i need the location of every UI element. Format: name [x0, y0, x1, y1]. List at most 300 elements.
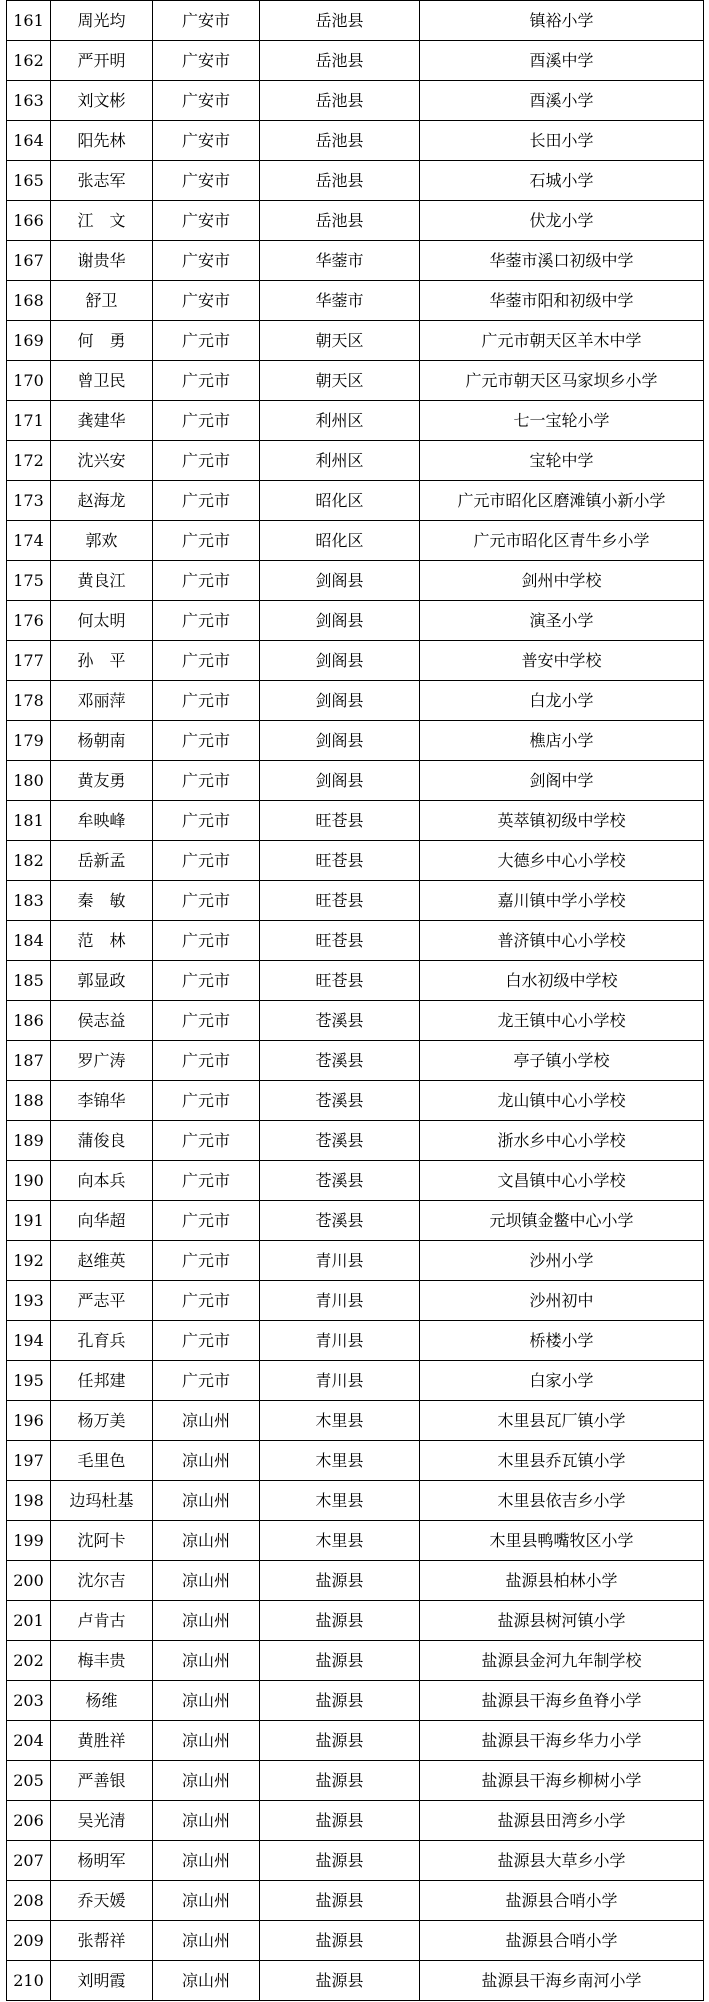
- county-cell: 苍溪县: [260, 1041, 420, 1081]
- row-number-cell: 208: [7, 1881, 51, 1921]
- school-name-cell: 石城小学: [420, 161, 704, 201]
- table-row: [7, 441, 704, 481]
- row-number-cell: 196: [7, 1401, 51, 1441]
- teacher-name-cell: 秦 敏: [51, 881, 153, 921]
- school-name-cell: 盐源县干海乡华力小学: [420, 1721, 704, 1761]
- school-name-cell: 广元市朝天区马家坝乡小学: [420, 361, 704, 401]
- school-name-cell: 酉溪中学: [420, 41, 704, 81]
- city-cell: 广元市: [153, 641, 260, 681]
- city-cell: 广元市: [153, 921, 260, 961]
- county-cell: 青川县: [260, 1361, 420, 1401]
- city-cell: 广元市: [153, 561, 260, 601]
- city-cell: 广元市: [153, 1001, 260, 1041]
- row-number-cell: 189: [7, 1121, 51, 1161]
- table-row: [7, 1561, 704, 1601]
- teacher-name-cell: 严善银: [51, 1761, 153, 1801]
- row-number-cell: 180: [7, 761, 51, 801]
- city-cell: 广元市: [153, 321, 260, 361]
- city-cell: 凉山州: [153, 1521, 260, 1561]
- table-row: [7, 561, 704, 601]
- row-number-cell: 191: [7, 1201, 51, 1241]
- teacher-name-cell: 卢肯古: [51, 1601, 153, 1641]
- table-row: [7, 761, 704, 801]
- row-number-cell: 187: [7, 1041, 51, 1081]
- row-number-cell: 186: [7, 1001, 51, 1041]
- county-cell: 盐源县: [260, 1641, 420, 1681]
- county-cell: 盐源县: [260, 1601, 420, 1641]
- city-cell: 凉山州: [153, 1401, 260, 1441]
- county-cell: 岳池县: [260, 121, 420, 161]
- table-row: [7, 1481, 704, 1521]
- county-cell: 剑阁县: [260, 601, 420, 641]
- city-cell: 凉山州: [153, 1881, 260, 1921]
- teacher-name-cell: 张志军: [51, 161, 153, 201]
- row-number-cell: 199: [7, 1521, 51, 1561]
- row-number-cell: 185: [7, 961, 51, 1001]
- table-row: [7, 41, 704, 81]
- city-cell: 广安市: [153, 41, 260, 81]
- table-row: [7, 1441, 704, 1481]
- county-cell: 盐源县: [260, 1961, 420, 2001]
- county-cell: 旺苍县: [260, 961, 420, 1001]
- county-cell: 苍溪县: [260, 1081, 420, 1121]
- row-number-cell: 176: [7, 601, 51, 641]
- row-number-cell: 197: [7, 1441, 51, 1481]
- school-name-cell: 木里县依吉乡小学: [420, 1481, 704, 1521]
- table-row: [7, 1201, 704, 1241]
- teacher-name-cell: 黄胜祥: [51, 1721, 153, 1761]
- county-cell: 木里县: [260, 1481, 420, 1521]
- city-cell: 广元市: [153, 601, 260, 641]
- row-number-cell: 170: [7, 361, 51, 401]
- county-cell: 岳池县: [260, 1, 420, 41]
- school-name-cell: 剑州中学校: [420, 561, 704, 601]
- city-cell: 广元市: [153, 1041, 260, 1081]
- school-name-cell: 盐源县干海乡鱼脊小学: [420, 1681, 704, 1721]
- city-cell: 凉山州: [153, 1441, 260, 1481]
- table-row: [7, 1681, 704, 1721]
- table-row: [7, 721, 704, 761]
- school-name-cell: 沙州小学: [420, 1241, 704, 1281]
- school-name-cell: 盐源县干海乡南河小学: [420, 1961, 704, 2001]
- school-name-cell: 英萃镇初级中学校: [420, 801, 704, 841]
- table-row: [7, 1041, 704, 1081]
- city-cell: 凉山州: [153, 1961, 260, 2001]
- school-name-cell: 白龙小学: [420, 681, 704, 721]
- row-number-cell: 209: [7, 1921, 51, 1961]
- city-cell: 广元市: [153, 1161, 260, 1201]
- row-number-cell: 190: [7, 1161, 51, 1201]
- table-row: [7, 1241, 704, 1281]
- teacher-name-cell: 何 勇: [51, 321, 153, 361]
- county-cell: 剑阁县: [260, 561, 420, 601]
- table-row: [7, 361, 704, 401]
- county-cell: 木里县: [260, 1441, 420, 1481]
- row-number-cell: 174: [7, 521, 51, 561]
- city-cell: 广元市: [153, 1361, 260, 1401]
- city-cell: 凉山州: [153, 1921, 260, 1961]
- table-row: [7, 1521, 704, 1561]
- city-cell: 广元市: [153, 681, 260, 721]
- row-number-cell: 173: [7, 481, 51, 521]
- roster-table: [6, 0, 704, 2001]
- row-number-cell: 183: [7, 881, 51, 921]
- table-row: [7, 281, 704, 321]
- county-cell: 青川县: [260, 1241, 420, 1281]
- teacher-name-cell: 杨维: [51, 1681, 153, 1721]
- school-name-cell: 长田小学: [420, 121, 704, 161]
- city-cell: 凉山州: [153, 1801, 260, 1841]
- table-row: [7, 1361, 704, 1401]
- teacher-name-cell: 牟映峰: [51, 801, 153, 841]
- school-name-cell: 普济镇中心小学校: [420, 921, 704, 961]
- table-row: [7, 1761, 704, 1801]
- teacher-name-cell: 张帮祥: [51, 1921, 153, 1961]
- school-name-cell: 盐源县金河九年制学校: [420, 1641, 704, 1681]
- teacher-name-cell: 沈尔吉: [51, 1561, 153, 1601]
- city-cell: 广元市: [153, 1281, 260, 1321]
- county-cell: 苍溪县: [260, 1161, 420, 1201]
- county-cell: 木里县: [260, 1401, 420, 1441]
- teacher-name-cell: 曾卫民: [51, 361, 153, 401]
- county-cell: 利州区: [260, 401, 420, 441]
- row-number-cell: 163: [7, 81, 51, 121]
- city-cell: 广安市: [153, 281, 260, 321]
- city-cell: 凉山州: [153, 1641, 260, 1681]
- teacher-name-cell: 郭显政: [51, 961, 153, 1001]
- county-cell: 昭化区: [260, 521, 420, 561]
- county-cell: 岳池县: [260, 201, 420, 241]
- teacher-name-cell: 杨万美: [51, 1401, 153, 1441]
- teacher-name-cell: 黄友勇: [51, 761, 153, 801]
- county-cell: 华蓥市: [260, 241, 420, 281]
- teacher-name-cell: 赵维英: [51, 1241, 153, 1281]
- roster-table-body: [7, 1, 704, 2001]
- teacher-name-cell: 毛里色: [51, 1441, 153, 1481]
- table-row: [7, 1401, 704, 1441]
- row-number-cell: 188: [7, 1081, 51, 1121]
- school-name-cell: 白家小学: [420, 1361, 704, 1401]
- county-cell: 旺苍县: [260, 801, 420, 841]
- table-row: [7, 1, 704, 41]
- table-row: [7, 841, 704, 881]
- row-number-cell: 167: [7, 241, 51, 281]
- school-name-cell: 盐源县田湾乡小学: [420, 1801, 704, 1841]
- table-row: [7, 1001, 704, 1041]
- teacher-name-cell: 杨明军: [51, 1841, 153, 1881]
- school-name-cell: 宝轮中学: [420, 441, 704, 481]
- teacher-name-cell: 岳新孟: [51, 841, 153, 881]
- row-number-cell: 161: [7, 1, 51, 41]
- table-row: [7, 481, 704, 521]
- city-cell: 广安市: [153, 161, 260, 201]
- teacher-name-cell: 乔天媛: [51, 1881, 153, 1921]
- teacher-name-cell: 沈兴安: [51, 441, 153, 481]
- teacher-name-cell: 严开明: [51, 41, 153, 81]
- school-name-cell: 华蓥市溪口初级中学: [420, 241, 704, 281]
- row-number-cell: 175: [7, 561, 51, 601]
- county-cell: 苍溪县: [260, 1201, 420, 1241]
- school-name-cell: 盐源县合哨小学: [420, 1881, 704, 1921]
- school-name-cell: 文昌镇中心小学校: [420, 1161, 704, 1201]
- row-number-cell: 210: [7, 1961, 51, 2001]
- row-number-cell: 164: [7, 121, 51, 161]
- county-cell: 青川县: [260, 1281, 420, 1321]
- teacher-name-cell: 黄良江: [51, 561, 153, 601]
- city-cell: 广元市: [153, 1201, 260, 1241]
- county-cell: 木里县: [260, 1521, 420, 1561]
- row-number-cell: 207: [7, 1841, 51, 1881]
- row-number-cell: 165: [7, 161, 51, 201]
- table-row: [7, 1121, 704, 1161]
- teacher-name-cell: 刘文彬: [51, 81, 153, 121]
- city-cell: 广元市: [153, 1321, 260, 1361]
- row-number-cell: 192: [7, 1241, 51, 1281]
- city-cell: 广元市: [153, 881, 260, 921]
- row-number-cell: 178: [7, 681, 51, 721]
- teacher-name-cell: 任邦建: [51, 1361, 153, 1401]
- school-name-cell: 七一宝轮小学: [420, 401, 704, 441]
- school-name-cell: 嘉川镇中学小学校: [420, 881, 704, 921]
- table-row: [7, 801, 704, 841]
- teacher-name-cell: 刘明霞: [51, 1961, 153, 2001]
- city-cell: 广元市: [153, 961, 260, 1001]
- row-number-cell: 200: [7, 1561, 51, 1601]
- table-row: [7, 1841, 704, 1881]
- county-cell: 盐源县: [260, 1881, 420, 1921]
- row-number-cell: 201: [7, 1601, 51, 1641]
- school-name-cell: 盐源县干海乡柳树小学: [420, 1761, 704, 1801]
- county-cell: 青川县: [260, 1321, 420, 1361]
- teacher-name-cell: 侯志益: [51, 1001, 153, 1041]
- table-row: [7, 1161, 704, 1201]
- school-name-cell: 木里县瓦厂镇小学: [420, 1401, 704, 1441]
- county-cell: 剑阁县: [260, 681, 420, 721]
- school-name-cell: 剑阁中学: [420, 761, 704, 801]
- county-cell: 盐源县: [260, 1721, 420, 1761]
- teacher-name-cell: 周光均: [51, 1, 153, 41]
- school-name-cell: 普安中学校: [420, 641, 704, 681]
- teacher-name-cell: 郭欢: [51, 521, 153, 561]
- county-cell: 朝天区: [260, 361, 420, 401]
- row-number-cell: 166: [7, 201, 51, 241]
- row-number-cell: 162: [7, 41, 51, 81]
- county-cell: 昭化区: [260, 481, 420, 521]
- county-cell: 苍溪县: [260, 1001, 420, 1041]
- row-number-cell: 177: [7, 641, 51, 681]
- row-number-cell: 169: [7, 321, 51, 361]
- teacher-name-cell: 范 林: [51, 921, 153, 961]
- school-name-cell: 盐源县柏林小学: [420, 1561, 704, 1601]
- city-cell: 凉山州: [153, 1561, 260, 1601]
- county-cell: 利州区: [260, 441, 420, 481]
- row-number-cell: 206: [7, 1801, 51, 1841]
- table-row: [7, 1601, 704, 1641]
- teacher-name-cell: 李锦华: [51, 1081, 153, 1121]
- teacher-name-cell: 边玛杜基: [51, 1481, 153, 1521]
- teacher-name-cell: 邓丽萍: [51, 681, 153, 721]
- row-number-cell: 203: [7, 1681, 51, 1721]
- school-name-cell: 广元市朝天区羊木中学: [420, 321, 704, 361]
- school-name-cell: 樵店小学: [420, 721, 704, 761]
- table-row: [7, 681, 704, 721]
- row-number-cell: 195: [7, 1361, 51, 1401]
- table-row: [7, 321, 704, 361]
- county-cell: 苍溪县: [260, 1121, 420, 1161]
- county-cell: 岳池县: [260, 81, 420, 121]
- county-cell: 旺苍县: [260, 881, 420, 921]
- city-cell: 广安市: [153, 241, 260, 281]
- school-name-cell: 龙山镇中心小学校: [420, 1081, 704, 1121]
- table-row: [7, 1321, 704, 1361]
- row-number-cell: 168: [7, 281, 51, 321]
- city-cell: 广元市: [153, 401, 260, 441]
- school-name-cell: 白水初级中学校: [420, 961, 704, 1001]
- city-cell: 凉山州: [153, 1721, 260, 1761]
- table-row: [7, 601, 704, 641]
- table-row: [7, 1921, 704, 1961]
- row-number-cell: 194: [7, 1321, 51, 1361]
- school-name-cell: 大德乡中心小学校: [420, 841, 704, 881]
- teacher-name-cell: 沈阿卡: [51, 1521, 153, 1561]
- city-cell: 广元市: [153, 521, 260, 561]
- row-number-cell: 172: [7, 441, 51, 481]
- teacher-name-cell: 蒲俊良: [51, 1121, 153, 1161]
- school-name-cell: 盐源县大草乡小学: [420, 1841, 704, 1881]
- row-number-cell: 198: [7, 1481, 51, 1521]
- table-row: [7, 401, 704, 441]
- table-row: [7, 1881, 704, 1921]
- school-name-cell: 演圣小学: [420, 601, 704, 641]
- teacher-name-cell: 孙 平: [51, 641, 153, 681]
- school-name-cell: 龙王镇中心小学校: [420, 1001, 704, 1041]
- school-name-cell: 亭子镇小学校: [420, 1041, 704, 1081]
- city-cell: 广元市: [153, 1081, 260, 1121]
- row-number-cell: 204: [7, 1721, 51, 1761]
- city-cell: 凉山州: [153, 1681, 260, 1721]
- teacher-name-cell: 舒卫: [51, 281, 153, 321]
- school-name-cell: 酉溪小学: [420, 81, 704, 121]
- table-row: [7, 1801, 704, 1841]
- table-row: [7, 1961, 704, 2001]
- county-cell: 剑阁县: [260, 721, 420, 761]
- city-cell: 凉山州: [153, 1601, 260, 1641]
- school-name-cell: 华蓥市阳和初级中学: [420, 281, 704, 321]
- city-cell: 广安市: [153, 81, 260, 121]
- table-row: [7, 1721, 704, 1761]
- county-cell: 盐源县: [260, 1761, 420, 1801]
- school-name-cell: 沙州初中: [420, 1281, 704, 1321]
- row-number-cell: 193: [7, 1281, 51, 1321]
- city-cell: 凉山州: [153, 1761, 260, 1801]
- table-row: [7, 1281, 704, 1321]
- school-name-cell: 广元市昭化区磨滩镇小新小学: [420, 481, 704, 521]
- city-cell: 广安市: [153, 1, 260, 41]
- teacher-name-cell: 孔育兵: [51, 1321, 153, 1361]
- county-cell: 盐源县: [260, 1921, 420, 1961]
- table-row: [7, 81, 704, 121]
- teacher-name-cell: 梅丰贵: [51, 1641, 153, 1681]
- row-number-cell: 179: [7, 721, 51, 761]
- table-row: [7, 1081, 704, 1121]
- row-number-cell: 184: [7, 921, 51, 961]
- county-cell: 旺苍县: [260, 921, 420, 961]
- county-cell: 盐源县: [260, 1841, 420, 1881]
- school-name-cell: 镇裕小学: [420, 1, 704, 41]
- teacher-name-cell: 向华超: [51, 1201, 153, 1241]
- table-row: [7, 641, 704, 681]
- teacher-name-cell: 赵海龙: [51, 481, 153, 521]
- county-cell: 剑阁县: [260, 761, 420, 801]
- table-row: [7, 881, 704, 921]
- school-name-cell: 木里县鸭嘴牧区小学: [420, 1521, 704, 1561]
- teacher-name-cell: 严志平: [51, 1281, 153, 1321]
- county-cell: 剑阁县: [260, 641, 420, 681]
- table-row: [7, 521, 704, 561]
- city-cell: 广元市: [153, 761, 260, 801]
- teacher-name-cell: 吴光清: [51, 1801, 153, 1841]
- teacher-name-cell: 谢贵华: [51, 241, 153, 281]
- table-row: [7, 241, 704, 281]
- county-cell: 岳池县: [260, 161, 420, 201]
- school-name-cell: 木里县乔瓦镇小学: [420, 1441, 704, 1481]
- teacher-name-cell: 罗广涛: [51, 1041, 153, 1081]
- table-row: [7, 1641, 704, 1681]
- teacher-name-cell: 向本兵: [51, 1161, 153, 1201]
- city-cell: 广安市: [153, 121, 260, 161]
- table-row: [7, 961, 704, 1001]
- city-cell: 广安市: [153, 201, 260, 241]
- county-cell: 盐源县: [260, 1801, 420, 1841]
- county-cell: 盐源县: [260, 1561, 420, 1601]
- city-cell: 广元市: [153, 841, 260, 881]
- row-number-cell: 181: [7, 801, 51, 841]
- teacher-name-cell: 龚建华: [51, 401, 153, 441]
- row-number-cell: 182: [7, 841, 51, 881]
- city-cell: 广元市: [153, 1241, 260, 1281]
- county-cell: 盐源县: [260, 1681, 420, 1721]
- teacher-name-cell: 阳先林: [51, 121, 153, 161]
- county-cell: 华蓥市: [260, 281, 420, 321]
- table-row: [7, 921, 704, 961]
- table-row: [7, 201, 704, 241]
- school-name-cell: 伏龙小学: [420, 201, 704, 241]
- city-cell: 广元市: [153, 721, 260, 761]
- city-cell: 广元市: [153, 1121, 260, 1161]
- row-number-cell: 202: [7, 1641, 51, 1681]
- school-name-cell: 元坝镇金鳖中心小学: [420, 1201, 704, 1241]
- city-cell: 广元市: [153, 801, 260, 841]
- city-cell: 广元市: [153, 441, 260, 481]
- county-cell: 岳池县: [260, 41, 420, 81]
- city-cell: 广元市: [153, 361, 260, 401]
- school-name-cell: 广元市昭化区青牛乡小学: [420, 521, 704, 561]
- school-name-cell: 盐源县合哨小学: [420, 1921, 704, 1961]
- county-cell: 旺苍县: [260, 841, 420, 881]
- table-row: [7, 121, 704, 161]
- table-row: [7, 161, 704, 201]
- city-cell: 凉山州: [153, 1841, 260, 1881]
- city-cell: 广元市: [153, 481, 260, 521]
- row-number-cell: 171: [7, 401, 51, 441]
- teacher-name-cell: 杨朝南: [51, 721, 153, 761]
- teacher-name-cell: 何太明: [51, 601, 153, 641]
- school-name-cell: 浙水乡中心小学校: [420, 1121, 704, 1161]
- city-cell: 凉山州: [153, 1481, 260, 1521]
- school-name-cell: 盐源县树河镇小学: [420, 1601, 704, 1641]
- county-cell: 朝天区: [260, 321, 420, 361]
- school-name-cell: 桥楼小学: [420, 1321, 704, 1361]
